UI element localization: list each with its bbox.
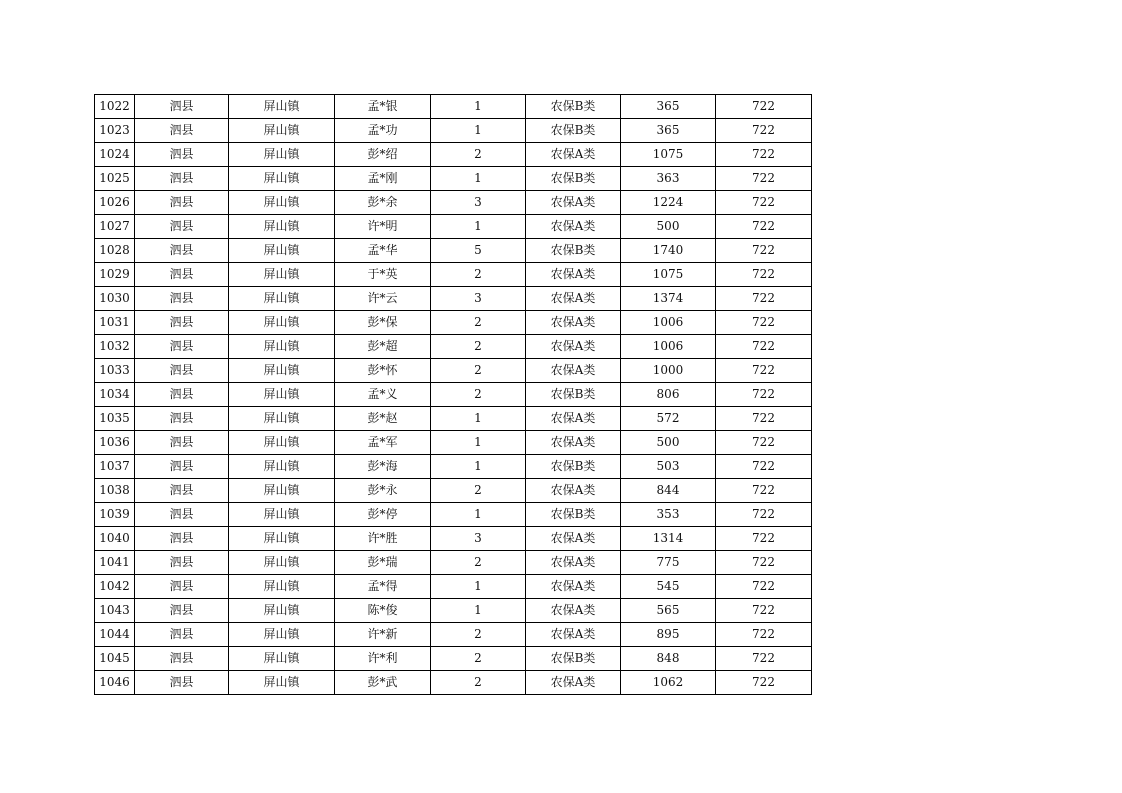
county-cell: 泗县 [135, 575, 229, 599]
standard-cell: 722 [716, 311, 812, 335]
serial-number-cell: 1034 [95, 383, 135, 407]
household-size-cell: 1 [431, 119, 526, 143]
serial-number-cell: 1044 [95, 623, 135, 647]
household-size-cell: 1 [431, 167, 526, 191]
amount-cell: 844 [621, 479, 716, 503]
insurance-category-cell: 农保A类 [526, 215, 621, 239]
name-cell: 于*英 [335, 263, 431, 287]
insurance-category-cell: 农保B类 [526, 647, 621, 671]
standard-cell: 722 [716, 287, 812, 311]
county-cell: 泗县 [135, 551, 229, 575]
household-size-cell: 3 [431, 287, 526, 311]
town-cell: 屏山镇 [229, 383, 335, 407]
standard-cell: 722 [716, 191, 812, 215]
serial-number-cell: 1025 [95, 167, 135, 191]
serial-number-cell: 1028 [95, 239, 135, 263]
amount-cell: 848 [621, 647, 716, 671]
standard-cell: 722 [716, 167, 812, 191]
table-row [95, 431, 812, 455]
serial-number-cell: 1022 [95, 95, 135, 119]
amount-cell: 775 [621, 551, 716, 575]
town-cell: 屏山镇 [229, 143, 335, 167]
serial-number-cell: 1037 [95, 455, 135, 479]
name-cell: 彭*怀 [335, 359, 431, 383]
household-size-cell: 2 [431, 647, 526, 671]
amount-cell: 1224 [621, 191, 716, 215]
town-cell: 屏山镇 [229, 263, 335, 287]
insurance-category-cell: 农保A类 [526, 599, 621, 623]
county-cell: 泗县 [135, 263, 229, 287]
county-cell: 泗县 [135, 335, 229, 359]
county-cell: 泗县 [135, 311, 229, 335]
town-cell: 屏山镇 [229, 311, 335, 335]
name-cell: 许*云 [335, 287, 431, 311]
household-size-cell: 2 [431, 671, 526, 695]
name-cell: 彭*超 [335, 335, 431, 359]
insurance-category-cell: 农保B类 [526, 119, 621, 143]
name-cell: 许*胜 [335, 527, 431, 551]
county-cell: 泗县 [135, 287, 229, 311]
standard-cell: 722 [716, 143, 812, 167]
amount-cell: 545 [621, 575, 716, 599]
county-cell: 泗县 [135, 383, 229, 407]
amount-cell: 806 [621, 383, 716, 407]
household-size-cell: 2 [431, 359, 526, 383]
insurance-category-cell: 农保B类 [526, 239, 621, 263]
serial-number-cell: 1038 [95, 479, 135, 503]
name-cell: 许*利 [335, 647, 431, 671]
serial-number-cell: 1040 [95, 527, 135, 551]
county-cell: 泗县 [135, 671, 229, 695]
town-cell: 屏山镇 [229, 527, 335, 551]
amount-cell: 1062 [621, 671, 716, 695]
table-row [95, 119, 812, 143]
standard-cell: 722 [716, 455, 812, 479]
records-table-body [95, 95, 812, 695]
insurance-category-cell: 农保A类 [526, 479, 621, 503]
serial-number-cell: 1032 [95, 335, 135, 359]
town-cell: 屏山镇 [229, 239, 335, 263]
insurance-category-cell: 农保B类 [526, 455, 621, 479]
insurance-category-cell: 农保B类 [526, 503, 621, 527]
amount-cell: 503 [621, 455, 716, 479]
name-cell: 彭*绍 [335, 143, 431, 167]
county-cell: 泗县 [135, 647, 229, 671]
name-cell: 孟*华 [335, 239, 431, 263]
household-size-cell: 2 [431, 383, 526, 407]
table-row [95, 383, 812, 407]
name-cell: 孟*义 [335, 383, 431, 407]
county-cell: 泗县 [135, 503, 229, 527]
amount-cell: 1006 [621, 335, 716, 359]
town-cell: 屏山镇 [229, 551, 335, 575]
amount-cell: 895 [621, 623, 716, 647]
amount-cell: 353 [621, 503, 716, 527]
household-size-cell: 3 [431, 191, 526, 215]
household-size-cell: 3 [431, 527, 526, 551]
insurance-category-cell: 农保B类 [526, 167, 621, 191]
table-row [95, 599, 812, 623]
name-cell: 孟*军 [335, 431, 431, 455]
town-cell: 屏山镇 [229, 287, 335, 311]
insurance-category-cell: 农保A类 [526, 287, 621, 311]
serial-number-cell: 1026 [95, 191, 135, 215]
amount-cell: 365 [621, 119, 716, 143]
serial-number-cell: 1046 [95, 671, 135, 695]
town-cell: 屏山镇 [229, 599, 335, 623]
table-row [95, 335, 812, 359]
county-cell: 泗县 [135, 599, 229, 623]
table-row [95, 311, 812, 335]
town-cell: 屏山镇 [229, 431, 335, 455]
serial-number-cell: 1023 [95, 119, 135, 143]
standard-cell: 722 [716, 599, 812, 623]
name-cell: 彭*停 [335, 503, 431, 527]
serial-number-cell: 1039 [95, 503, 135, 527]
amount-cell: 363 [621, 167, 716, 191]
insurance-category-cell: 农保A类 [526, 551, 621, 575]
table-row [95, 479, 812, 503]
county-cell: 泗县 [135, 407, 229, 431]
table-row [95, 407, 812, 431]
table-row [95, 527, 812, 551]
table-row [95, 143, 812, 167]
table-row [95, 95, 812, 119]
insurance-category-cell: 农保A类 [526, 263, 621, 287]
town-cell: 屏山镇 [229, 455, 335, 479]
standard-cell: 722 [716, 623, 812, 647]
standard-cell: 722 [716, 431, 812, 455]
table-row [95, 575, 812, 599]
amount-cell: 1000 [621, 359, 716, 383]
table-row [95, 191, 812, 215]
table-row [95, 647, 812, 671]
standard-cell: 722 [716, 527, 812, 551]
standard-cell: 722 [716, 671, 812, 695]
county-cell: 泗县 [135, 623, 229, 647]
town-cell: 屏山镇 [229, 479, 335, 503]
household-size-cell: 2 [431, 263, 526, 287]
table-row [95, 215, 812, 239]
name-cell: 孟*功 [335, 119, 431, 143]
name-cell: 彭*海 [335, 455, 431, 479]
insurance-category-cell: 农保A类 [526, 311, 621, 335]
serial-number-cell: 1031 [95, 311, 135, 335]
standard-cell: 722 [716, 407, 812, 431]
town-cell: 屏山镇 [229, 215, 335, 239]
insurance-category-cell: 农保A类 [526, 623, 621, 647]
serial-number-cell: 1035 [95, 407, 135, 431]
household-size-cell: 1 [431, 599, 526, 623]
name-cell: 彭*赵 [335, 407, 431, 431]
table-row [95, 167, 812, 191]
county-cell: 泗县 [135, 359, 229, 383]
serial-number-cell: 1036 [95, 431, 135, 455]
insurance-category-cell: 农保B类 [526, 383, 621, 407]
county-cell: 泗县 [135, 167, 229, 191]
table-row [95, 239, 812, 263]
household-size-cell: 5 [431, 239, 526, 263]
standard-cell: 722 [716, 119, 812, 143]
county-cell: 泗县 [135, 95, 229, 119]
household-size-cell: 2 [431, 143, 526, 167]
standard-cell: 722 [716, 335, 812, 359]
town-cell: 屏山镇 [229, 647, 335, 671]
county-cell: 泗县 [135, 191, 229, 215]
town-cell: 屏山镇 [229, 119, 335, 143]
county-cell: 泗县 [135, 431, 229, 455]
insurance-category-cell: 农保A类 [526, 143, 621, 167]
town-cell: 屏山镇 [229, 575, 335, 599]
amount-cell: 500 [621, 215, 716, 239]
table-row [95, 503, 812, 527]
household-size-cell: 2 [431, 551, 526, 575]
household-size-cell: 1 [431, 215, 526, 239]
insurance-category-cell: 农保A类 [526, 527, 621, 551]
household-size-cell: 2 [431, 335, 526, 359]
insurance-category-cell: 农保A类 [526, 359, 621, 383]
name-cell: 许*明 [335, 215, 431, 239]
name-cell: 孟*银 [335, 95, 431, 119]
amount-cell: 1740 [621, 239, 716, 263]
town-cell: 屏山镇 [229, 95, 335, 119]
household-size-cell: 2 [431, 623, 526, 647]
amount-cell: 500 [621, 431, 716, 455]
town-cell: 屏山镇 [229, 671, 335, 695]
name-cell: 陈*俊 [335, 599, 431, 623]
town-cell: 屏山镇 [229, 167, 335, 191]
name-cell: 孟*刚 [335, 167, 431, 191]
amount-cell: 565 [621, 599, 716, 623]
household-size-cell: 1 [431, 503, 526, 527]
serial-number-cell: 1030 [95, 287, 135, 311]
household-size-cell: 1 [431, 575, 526, 599]
town-cell: 屏山镇 [229, 335, 335, 359]
amount-cell: 1374 [621, 287, 716, 311]
standard-cell: 722 [716, 215, 812, 239]
serial-number-cell: 1027 [95, 215, 135, 239]
standard-cell: 722 [716, 503, 812, 527]
standard-cell: 722 [716, 95, 812, 119]
household-size-cell: 1 [431, 95, 526, 119]
serial-number-cell: 1045 [95, 647, 135, 671]
amount-cell: 572 [621, 407, 716, 431]
serial-number-cell: 1043 [95, 599, 135, 623]
insurance-category-cell: 农保A类 [526, 575, 621, 599]
standard-cell: 722 [716, 359, 812, 383]
standard-cell: 722 [716, 551, 812, 575]
insurance-category-cell: 农保A类 [526, 335, 621, 359]
standard-cell: 722 [716, 239, 812, 263]
table-row [95, 455, 812, 479]
insurance-category-cell: 农保B类 [526, 95, 621, 119]
table-row [95, 623, 812, 647]
standard-cell: 722 [716, 479, 812, 503]
county-cell: 泗县 [135, 215, 229, 239]
county-cell: 泗县 [135, 455, 229, 479]
table-row [95, 263, 812, 287]
insurance-category-cell: 农保A类 [526, 191, 621, 215]
standard-cell: 722 [716, 647, 812, 671]
household-size-cell: 1 [431, 455, 526, 479]
serial-number-cell: 1029 [95, 263, 135, 287]
town-cell: 屏山镇 [229, 503, 335, 527]
name-cell: 彭*武 [335, 671, 431, 695]
household-size-cell: 1 [431, 431, 526, 455]
name-cell: 许*新 [335, 623, 431, 647]
name-cell: 彭*永 [335, 479, 431, 503]
serial-number-cell: 1033 [95, 359, 135, 383]
name-cell: 孟*得 [335, 575, 431, 599]
amount-cell: 1314 [621, 527, 716, 551]
town-cell: 屏山镇 [229, 623, 335, 647]
amount-cell: 1075 [621, 263, 716, 287]
name-cell: 彭*保 [335, 311, 431, 335]
serial-number-cell: 1041 [95, 551, 135, 575]
town-cell: 屏山镇 [229, 359, 335, 383]
insurance-category-cell: 农保A类 [526, 407, 621, 431]
serial-number-cell: 1042 [95, 575, 135, 599]
county-cell: 泗县 [135, 119, 229, 143]
county-cell: 泗县 [135, 479, 229, 503]
town-cell: 屏山镇 [229, 407, 335, 431]
table-row [95, 671, 812, 695]
amount-cell: 1075 [621, 143, 716, 167]
household-size-cell: 1 [431, 407, 526, 431]
serial-number-cell: 1024 [95, 143, 135, 167]
household-size-cell: 2 [431, 311, 526, 335]
standard-cell: 722 [716, 263, 812, 287]
standard-cell: 722 [716, 575, 812, 599]
name-cell: 彭*瑞 [335, 551, 431, 575]
insurance-category-cell: 农保A类 [526, 431, 621, 455]
county-cell: 泗县 [135, 527, 229, 551]
records-table [94, 94, 812, 695]
insurance-category-cell: 农保A类 [526, 671, 621, 695]
county-cell: 泗县 [135, 239, 229, 263]
town-cell: 屏山镇 [229, 191, 335, 215]
amount-cell: 1006 [621, 311, 716, 335]
county-cell: 泗县 [135, 143, 229, 167]
standard-cell: 722 [716, 383, 812, 407]
amount-cell: 365 [621, 95, 716, 119]
table-row [95, 359, 812, 383]
household-size-cell: 2 [431, 479, 526, 503]
table-row [95, 287, 812, 311]
table-row [95, 551, 812, 575]
name-cell: 彭*余 [335, 191, 431, 215]
